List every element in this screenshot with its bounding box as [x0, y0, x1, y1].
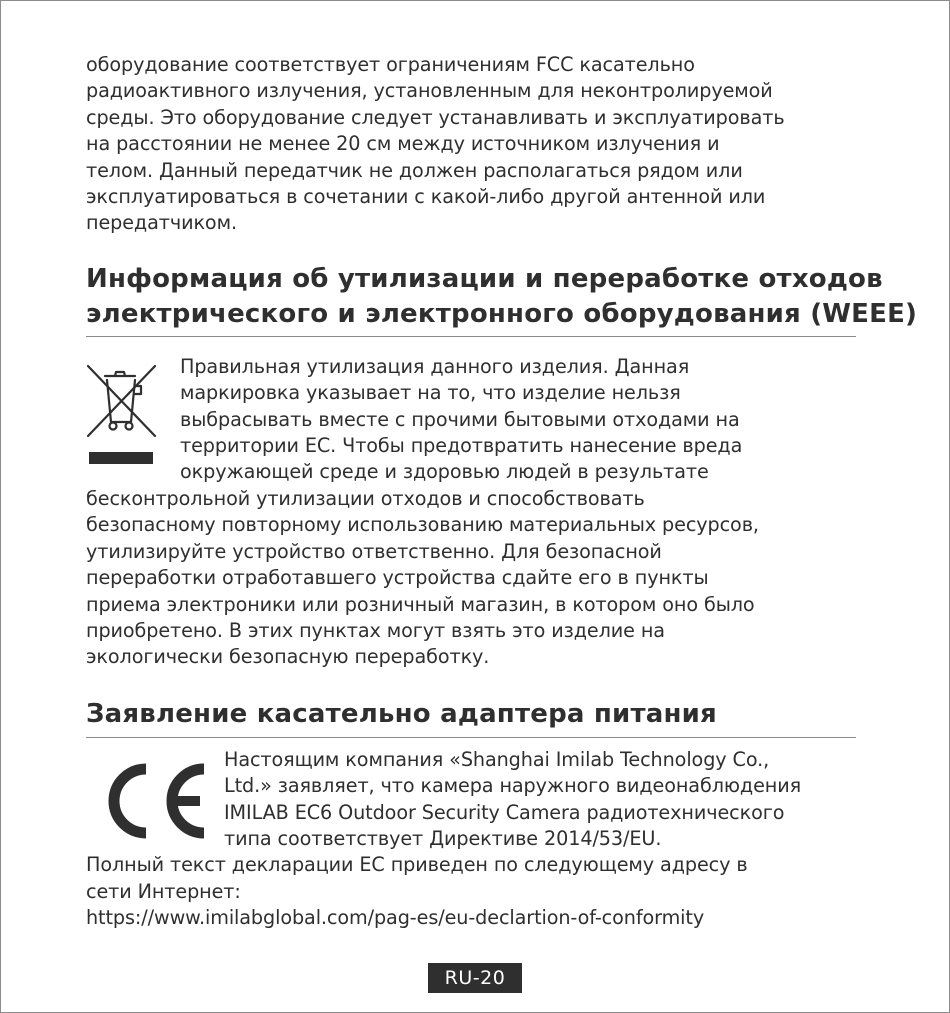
text-line: радиоактивного излучения, установленным для неконтролируемой [86, 79, 773, 103]
text-line: эксплуатироваться в сочетании с какой-либо другой антенной или [86, 185, 766, 209]
text-line: территории ЕС. Чтобы предотвратить нанесение вреда [180, 434, 743, 458]
text-line: на расстоянии не менее 20 см между источником излучения и [86, 132, 720, 156]
text-line: маркировка указывает на то, что изделие нельзя [180, 381, 681, 405]
power-section [86, 747, 858, 932]
text-line: утилизируйте устройство ответственно. Для безопасной [86, 539, 662, 563]
text-line: бесконтрольной утилизации отходов и способствовать [86, 486, 645, 510]
text-line: телом. Данный передатчик не должен располагаться рядом или [86, 158, 743, 182]
heading-line: электрического и электронного оборудования (WEEE) [86, 298, 918, 329]
weee-paragraph-full [86, 486, 858, 671]
text-line: окружающей среде и здоровью людей в результате [180, 460, 709, 484]
text-line: Полный текст декларации ЕС приведен по следующему адресу в [86, 853, 748, 877]
text-line: приема электроники или розничный магазин, в котором оно было [86, 592, 755, 616]
text-line: Ltd.» заявляет, что камера наружного видеонаблюдения [224, 774, 802, 798]
power-adapter-heading [86, 697, 858, 732]
fcc-paragraph [86, 52, 858, 237]
weee-paragraph-indented [86, 354, 858, 486]
text-line: приобретено. В этих пунктах могут взять это изделие на [86, 618, 665, 642]
weee-heading [86, 262, 918, 332]
page-content [86, 52, 918, 932]
text-line: Настоящим компания «Shanghai Imilab Technology Co., [224, 747, 770, 771]
text-line: Правильная утилизация данного изделия. Данная [180, 354, 690, 378]
power-paragraph-full [86, 852, 858, 931]
declaration-url: https://www.imilabglobal.com/pag-es/eu-declartion-of-conformity [86, 906, 705, 930]
text-line: IMILAB EC6 Outdoor Security Camera радиотехнического [224, 800, 785, 824]
text-line: типа соответствует Директиве 2014/53/EU. [224, 826, 662, 850]
text-line: сети Интернет: [86, 879, 241, 903]
text-line: экологически безопасную переработку. [86, 645, 490, 669]
power-divider [86, 737, 856, 738]
text-line: безопасному повторному использованию материальных ресурсов, [86, 513, 759, 537]
weee-divider [86, 336, 856, 337]
ce-mark-icon [96, 761, 208, 841]
heading-line: Информация об утилизации и переработке отходов [86, 263, 883, 294]
text-line: переработки отработавшего устройства сдайте его в пункты [86, 566, 709, 590]
weee-section [86, 354, 858, 671]
heading-line: Заявление касательно адаптера питания [86, 698, 717, 729]
text-line: среды. Это оборудование следует устанавливать и эксплуатировать [86, 105, 785, 129]
text-line: передатчиком. [86, 211, 237, 235]
crossed-out-wheelie-bin-icon [83, 364, 161, 468]
page-number-badge: RU-20 [428, 963, 522, 993]
text-line: оборудование соответствует ограничениям FCC касательно [86, 53, 695, 76]
text-line: выбрасывать вместе с прочими бытовыми отходами на [180, 407, 740, 431]
